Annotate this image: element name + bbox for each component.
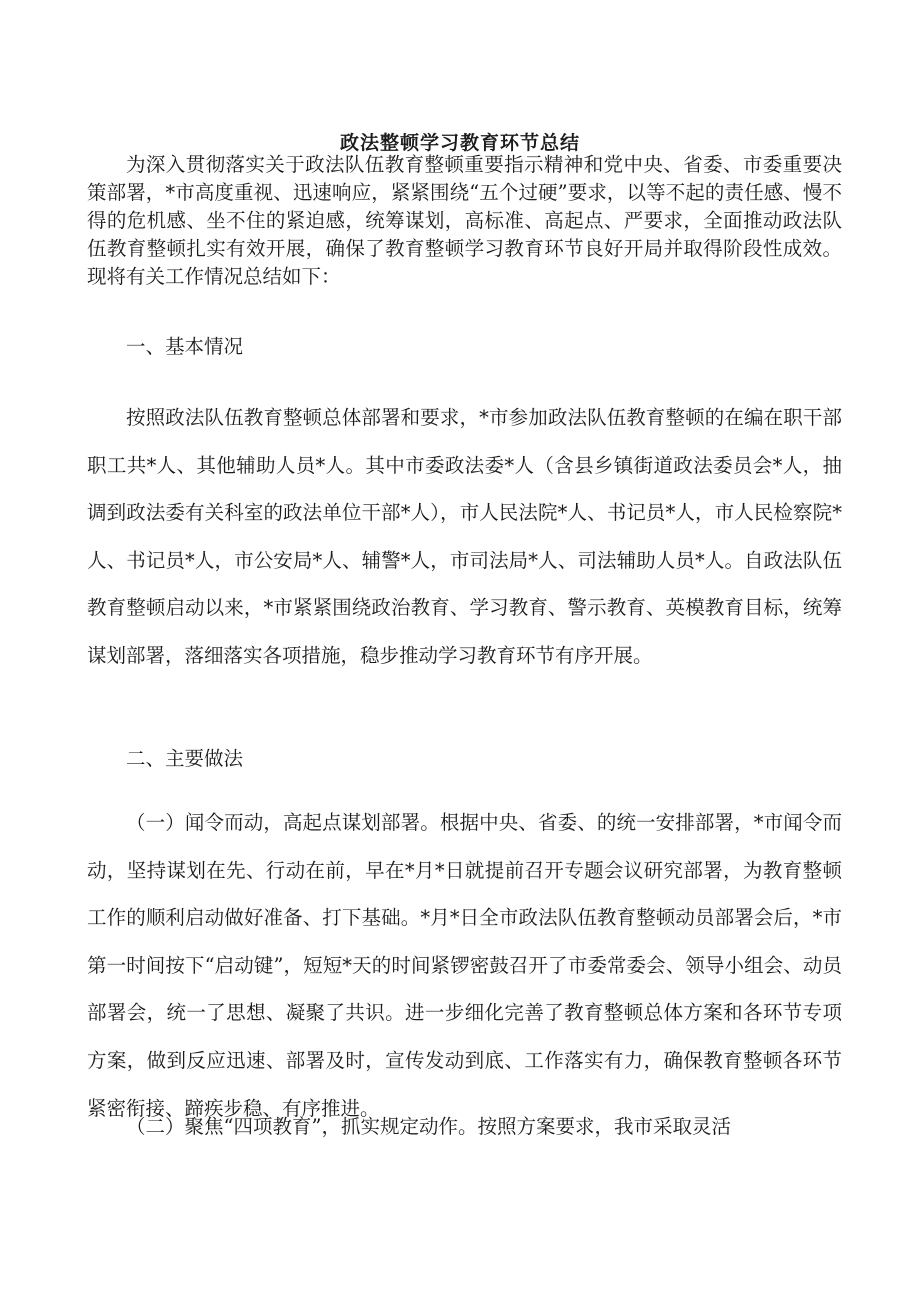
section-heading-main-practices: 二、主要做法 <box>126 747 244 770</box>
basic-situation-paragraph: 按照政法队伍教育整顿总体部署和要求，*市参加政法队伍教育整顿的在编在职干部职工共*人、其他辅助人员*人。其中市委政法委*人（含县乡镇街道政法委员会*人，抽调到政法委有关科室的政法单位干部*人），市人民法院*人、书记员*人，市人民检察院*人、书记员*人，市公安局*人、辅警*人，市司法局*人、司法辅助人员*人。自政法队伍教育整顿启动以来，*市紧紧围绕政治教育、学习教育、警示教育、英模教育目标，统筹谋划部署，落细落实各项措施，稳步推动学习教育环节有序开展。 <box>87 406 842 667</box>
practice-item-2-paragraph: （二）聚焦“四项教育”，抓实规定动作。按照方案要求，我市采取灵活 <box>126 1115 731 1138</box>
intro-paragraph: 为深入贯彻落实关于政法队伍教育整顿重要指示精神和党中央、省委、市委重要决策部署，*市高度重视、迅速响应，紧紧围绕“五个过硬”要求，以等不起的责任感、慢不得的危机感、坐不住的紧迫感，统筹谋划，高标准、高起点、严要求，全面推动政法队伍教育整顿扎实有效开展，确保了教育整顿学习教育环节良好开局并取得阶段性成效。现将有关工作情况总结如下： <box>87 153 842 288</box>
section-heading-basic-situation: 一、基本情况 <box>126 335 244 358</box>
document-title: 政法整顿学习教育环节总结 <box>339 132 580 154</box>
practice-item-1-paragraph: （一）闻令而动，高起点谋划部署。根据中央、省委、的统一安排部署，*市闻令而动，坚持谋划在先、行动在前，早在*月*日就提前召开专题会议研究部署，为教育整顿工作的顺利启动做好准备、打下基础。*月*日全市政法队伍教育整顿动员部署会后，*市第一时间按下“启动键”，短短*天的时间紧锣密鼓召开了市委常委会、领导小组会、动员部署会，统一了思想、凝聚了共识。进一步细化完善了教育整顿总体方案和各环节专项方案，做到反应迅速、部署及时，宣传发动到底、工作落实有力，确保教育整顿各环节紧密衔接、蹄疾步稳、有序推进。 <box>87 811 842 1120</box>
